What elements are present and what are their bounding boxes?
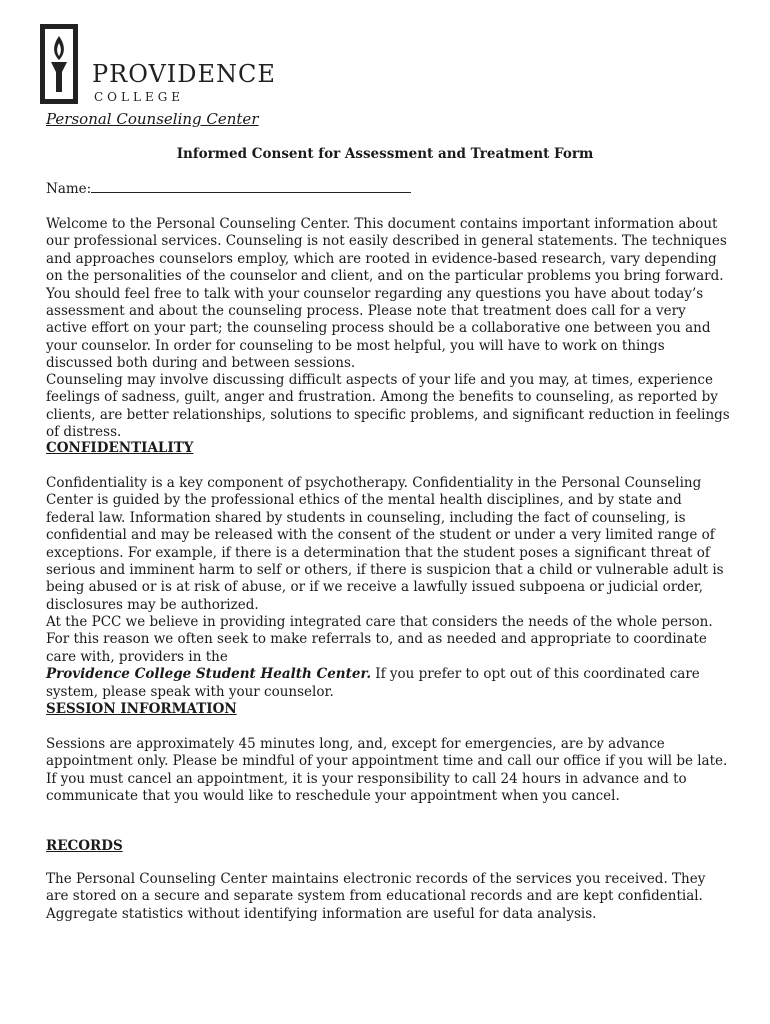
- logo-subtitle: COLLEGE: [94, 90, 185, 104]
- confidentiality-paragraph: Confidentiality is a key component of psychotherapy. Confidentiality in the Personal Counseling Center is guided by the professional ethics of the mental health disciplines, and by state and federal law. Information shared by students in counseling, including the fact of counseling, is confidential and may be released with the consent of the student or under a very limited range of exceptions. For example, if there is a determination that the student poses a significant threat of serious and imminent harm to self or others, if there is suspicion that a child or vulnerable adult is being abused or is at risk of abuse, or if we receive a lawfully issued subpoena or judicial order, disclosures may be authorized.: [46, 475, 724, 613]
- records-paragraph: The Personal Counseling Center maintains electronic records of the services you received. They are stored on a secure and separate system from educational records and are kept confidential. Aggregate statistics without identifying information are useful for data analysis.: [46, 871, 706, 922]
- name-field-row: [46, 180, 411, 197]
- logo-name: PROVIDENCE: [92, 60, 276, 88]
- difficult-aspects-paragraph: Counseling may involve discussing difficult aspects of your life and you may, at times, experience feelings of sadness, guilt, anger and frustration. Among the benefits to counseling, as reported by clients, are better relationships, solutions to specific problems, and significant reduction in feelings of distress.: [46, 372, 730, 441]
- integrated-care-paragraph: [46, 614, 730, 701]
- health-center-name: Providence College Student Health Center.: [46, 666, 372, 683]
- torch-emblem: [40, 24, 78, 104]
- department-title: Personal Counseling Center: [46, 110, 259, 128]
- session-information-heading: SESSION INFORMATION: [46, 701, 237, 717]
- confidentiality-heading: CONFIDENTIALITY: [46, 440, 194, 456]
- providence-college-logo: [40, 24, 276, 106]
- torch-icon: [42, 26, 76, 102]
- integrated-care-text-1: At the PCC we believe in providing integrated care that considers the needs of the whole person. For this reason we often seek to make referrals to, and as needed and appropriate to coordinate care with, providers in the: [46, 614, 713, 665]
- integrated-care-text-2: If you prefer to opt out of this coordinated care system, please speak with your counselor.: [46, 666, 700, 700]
- form-title: Informed Consent for Assessment and Treatment Form: [176, 146, 594, 162]
- session-information-paragraph: Sessions are approximately 45 minutes long, and, except for emergencies, are by advance appointment only. Please be mindful of your appointment time and call our office if you will be late. If you must cancel an appointment, it is your responsibility to call 24 hours in advance and to communicate that you would like to reschedule your appointment when you cancel.: [46, 736, 728, 805]
- name-blank-line[interactable]: [91, 180, 411, 193]
- name-label: Name:: [46, 181, 92, 197]
- welcome-paragraph: Welcome to the Personal Counseling Center. This document contains important information about our professional services. Counseling is not easily described in general statements. The techniques and approaches counselors employ, which are rooted in evidence-based research, vary depending on the personalities of the counselor and client, and on the particular problems you bring forward. You should feel free to talk with your counselor regarding any questions you have about today’s assessment and about the counseling process. Please note that treatment does call for a very active effort on your part; the counseling process should be a collaborative one between you and your counselor. In order for counseling to be most helpful, you will have to work on things discussed both during and between sessions.: [46, 216, 727, 372]
- records-heading: RECORDS: [46, 838, 123, 854]
